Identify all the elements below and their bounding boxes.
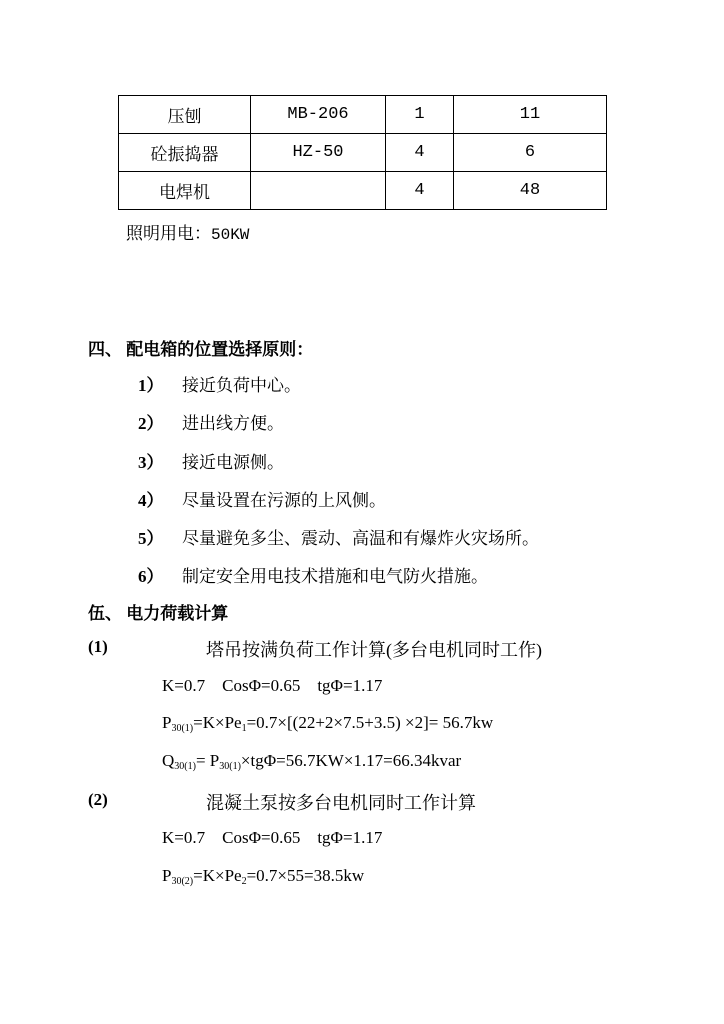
list-item-number: 3） — [138, 453, 164, 472]
formula-subscript: 30(1) — [174, 761, 196, 772]
list-item-number: 6） — [138, 567, 164, 586]
formula-symbol: P — [162, 713, 172, 732]
table-cell: 压刨 — [119, 96, 251, 134]
table-row — [119, 134, 607, 172]
formula-p30-2 — [162, 866, 364, 887]
table-cell: 电焊机 — [119, 172, 251, 210]
parameter-line: K=0.7 CosΦ=0.65 tgΦ=1.17 — [162, 676, 383, 695]
list-item — [138, 486, 386, 511]
formula-p30-1 — [162, 713, 493, 734]
table-cell: 砼振捣器 — [119, 134, 251, 172]
list-item-text: 接近负荷中心。 — [182, 376, 301, 395]
parameter-line: K=0.7 CosΦ=0.65 tgΦ=1.17 — [162, 828, 383, 847]
lighting-line — [126, 219, 249, 244]
list-item-text: 尽量避免多尘、震动、高温和有爆炸火灾场所。 — [182, 529, 539, 548]
formula-subscript: 30(1) — [171, 723, 194, 734]
list-item — [138, 524, 539, 549]
formula-text: ×tgΦ=56.7KW×1.17=66.34kvar — [240, 751, 462, 770]
formula-text: =0.7×[(22+2×7.5+3.5) ×2]= 56.7kw — [246, 713, 494, 732]
lighting-value: 50KW — [211, 226, 250, 244]
lighting-label: 照明用电： — [126, 224, 211, 243]
table-cell — [251, 172, 386, 210]
list-item — [138, 371, 301, 396]
table-row — [119, 96, 607, 134]
table-cell: 1 — [386, 96, 454, 134]
list-item — [138, 409, 284, 434]
section-4-heading: 四、 配电箱的位置选择原则： — [88, 340, 314, 359]
list-item-number: 1） — [138, 376, 164, 395]
formula-symbol: P — [162, 866, 172, 885]
formula-symbol: Q — [162, 751, 175, 770]
table-cell: 11 — [454, 96, 607, 134]
list-item-text: 进出线方便。 — [182, 414, 284, 433]
section-5-heading: 伍、 电力荷载计算 — [88, 604, 229, 623]
table-row — [119, 172, 607, 210]
subsection-title: 塔吊按满负荷工作计算(多台电机同时工作) — [206, 640, 542, 660]
list-item-number: 2） — [138, 414, 164, 433]
formula-q30-1 — [162, 751, 461, 772]
list-item-text: 尽量设置在污源的上风侧。 — [182, 491, 386, 510]
equipment-table — [118, 95, 607, 210]
list-item-number: 4） — [138, 491, 164, 510]
table-cell: HZ-50 — [251, 134, 386, 172]
formula-text: = P — [195, 751, 220, 770]
formula-text: =K×Pe — [193, 713, 242, 732]
list-item — [138, 448, 284, 473]
subsection-number: (1) — [88, 637, 108, 656]
list-item — [138, 562, 488, 587]
list-item-text: 接近电源侧。 — [182, 453, 284, 472]
formula-text: =K×Pe — [193, 866, 242, 885]
subsection-title: 混凝土泵按多台电机同时工作计算 — [206, 793, 476, 813]
list-item-text: 制定安全用电技术措施和电气防火措施。 — [182, 567, 488, 586]
subsection-number: (2) — [88, 790, 108, 809]
table-cell: MB-206 — [251, 96, 386, 134]
formula-subscript: 30(1) — [219, 761, 241, 772]
table-cell: 48 — [454, 172, 607, 210]
formula-text: =0.7×55=38.5kw — [246, 866, 365, 885]
table-cell: 4 — [386, 172, 454, 210]
formula-subscript: 1 — [241, 723, 247, 734]
list-item-number: 5） — [138, 529, 164, 548]
formula-subscript: 2 — [241, 876, 247, 887]
formula-subscript: 30(2) — [171, 876, 194, 887]
table-cell: 4 — [386, 134, 454, 172]
table-cell: 6 — [454, 134, 607, 172]
